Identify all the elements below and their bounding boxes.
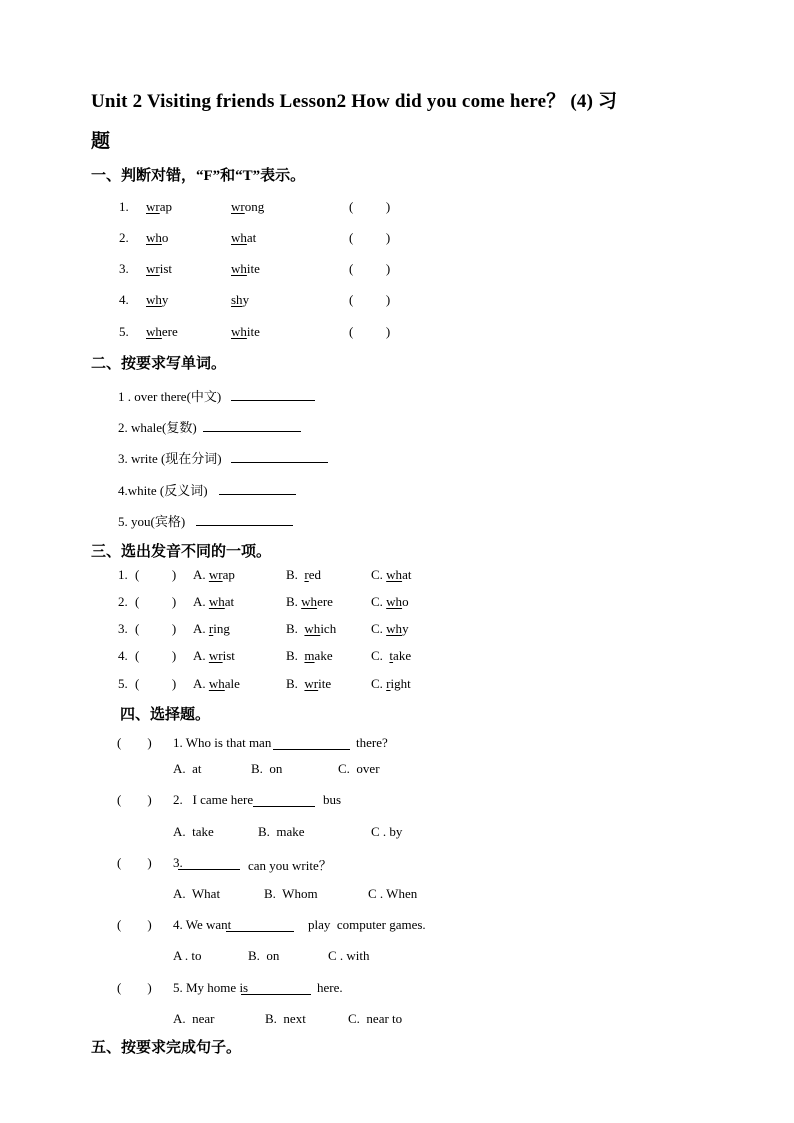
word-two-underlined: wh [231, 230, 247, 245]
option-c [371, 567, 411, 583]
option-a-rest: ing [213, 621, 230, 636]
section5-heading: 五、按要求完成句子。 [91, 1040, 242, 1056]
option-c [371, 676, 411, 692]
option-a-underlined: wr [208, 567, 223, 582]
word-one [146, 261, 172, 277]
question-text-after: can you write？ [248, 858, 332, 873]
option-a-letter: A. [193, 594, 209, 609]
answer-blank[interactable] [178, 858, 240, 870]
option-c-rest: at [402, 567, 412, 582]
option-b-underlined: wr [304, 676, 319, 691]
option-a [193, 676, 240, 692]
item-number: 4. [119, 292, 129, 307]
option-a: A. What [173, 886, 221, 901]
word-one-underlined: wh [146, 292, 162, 307]
answer-blank[interactable] [203, 420, 301, 432]
answer-paren: ( ) [117, 855, 152, 870]
question-text-after: here. [317, 980, 343, 995]
answer-paren: ( ) [135, 621, 177, 636]
option-a: A. at [173, 761, 202, 776]
word-two [231, 292, 249, 308]
question-text: 1. Who is that man [173, 735, 272, 750]
option-b-underlined: wh [304, 621, 321, 636]
word-two-rest: ite [246, 324, 260, 339]
answer-blank[interactable] [253, 795, 315, 807]
option-c [371, 594, 409, 610]
word-one-underlined: wh [146, 230, 162, 245]
word-one-underlined: wr [146, 261, 160, 276]
option-a [193, 594, 234, 610]
item-number: 5. [119, 324, 129, 339]
option-c-underlined: r [386, 676, 391, 691]
option-a-rest: ap [222, 567, 235, 582]
option-c-rest: ight [390, 676, 411, 691]
option-b: B. on [248, 948, 280, 963]
option-a [193, 648, 235, 664]
option-b [286, 648, 333, 664]
word-prompt: 2. whale(复数) [118, 420, 197, 435]
word-one-rest: ist [159, 261, 173, 276]
page-title-continued: 题 [91, 131, 111, 152]
option-b [286, 594, 333, 610]
option-c: C . When [368, 886, 418, 901]
option-b-rest: ich [320, 621, 337, 636]
word-prompt: 5. you(宾格) [118, 514, 186, 529]
section3-heading: 三、选出发音不同的一项。 [91, 544, 272, 560]
option-a-letter: A. [193, 621, 209, 636]
answer-blank[interactable] [226, 920, 294, 932]
word-prompt: 4.white (反义词) [118, 483, 208, 498]
item-number: 4. [118, 648, 128, 663]
question-text-after: there? [356, 735, 388, 750]
option-c-letter: C. [371, 676, 387, 691]
word-one-rest: o [161, 230, 169, 245]
answer-paren: ( ) [349, 292, 391, 307]
answer-blank[interactable] [231, 451, 328, 463]
word-one-underlined: wh [146, 324, 162, 339]
option-a-letter: A. [193, 567, 209, 582]
item-number: 3. [119, 261, 129, 276]
question-text-after: play computer games. [308, 917, 426, 932]
option-b-letter: B. [286, 594, 302, 609]
answer-paren: ( ) [349, 230, 391, 245]
item-number: 2. [119, 230, 129, 245]
item-number: 5. [118, 676, 128, 691]
option-c-underlined: t [389, 648, 394, 663]
option-b [286, 621, 336, 637]
option-c-letter: C. [371, 594, 387, 609]
item-number: 3. [118, 621, 128, 636]
option-c-letter: C. [371, 567, 387, 582]
word-two-underlined: wr [231, 199, 245, 214]
option-a-underlined: wh [208, 594, 225, 609]
option-a [193, 621, 230, 637]
option-b [286, 567, 321, 583]
item-number: 1. [119, 199, 129, 214]
option-c: C . by [371, 824, 403, 839]
word-two-underlined: sh [231, 292, 243, 307]
word-two-rest: ite [246, 261, 260, 276]
option-a-letter: A. [193, 648, 209, 663]
option-b-rest: ite [318, 676, 332, 691]
option-b-underlined: wh [301, 594, 318, 609]
word-one-rest: ap [159, 199, 172, 214]
option-b-letter: B. [286, 648, 305, 663]
word-two [231, 199, 264, 215]
question-text-after: bus [323, 792, 342, 807]
page-title: Unit 2 Visiting friends Lesson2 How did you come here？ (4) 习 [91, 91, 618, 112]
answer-paren: ( ) [117, 792, 152, 807]
option-a [193, 567, 235, 583]
answer-paren: ( ) [349, 324, 391, 339]
word-one [146, 199, 172, 215]
option-c [371, 648, 411, 664]
word-one-underlined: wr [146, 199, 160, 214]
option-a-rest: at [224, 594, 235, 609]
word-prompt: 1 . over there(中文) [118, 389, 222, 404]
section2-heading: 二、按要求写单词。 [91, 356, 227, 372]
word-prompt: 3. write (现在分词) [118, 451, 222, 466]
option-c: C. near to [348, 1011, 403, 1026]
answer-paren: ( ) [135, 648, 177, 663]
option-a-letter: A. [193, 676, 209, 691]
question-text: 4. We want [173, 917, 232, 932]
section4-heading: 四、选择题。 [120, 707, 211, 723]
option-b [286, 676, 331, 692]
option-b: B. Whom [264, 886, 318, 901]
answer-paren: ( ) [117, 980, 152, 995]
item-number: 1. [118, 567, 128, 582]
word-one-rest: y [161, 292, 169, 307]
answer-paren: ( ) [135, 594, 177, 609]
answer-paren: ( ) [349, 199, 391, 214]
option-a-rest: ale [224, 676, 240, 691]
option-c-letter: C. [371, 621, 387, 636]
answer-blank[interactable] [196, 514, 293, 526]
option-b: B. make [258, 824, 305, 839]
option-b: B. next [265, 1011, 306, 1026]
word-one [146, 324, 178, 340]
word-two-underlined: wh [231, 261, 247, 276]
question-text: 3. [173, 855, 183, 870]
option-c-rest: ake [393, 648, 412, 663]
option-a: A. near [173, 1011, 215, 1026]
answer-blank[interactable] [241, 983, 311, 995]
word-one-rest: ere [161, 324, 178, 339]
word-two-rest: at [246, 230, 257, 245]
option-a-underlined: wr [208, 648, 223, 663]
option-b: B. on [251, 761, 283, 776]
word-two-underlined: wh [231, 324, 247, 339]
option-a-underlined: r [208, 621, 214, 636]
word-two [231, 230, 256, 246]
answer-blank[interactable] [219, 483, 296, 495]
answer-blank[interactable] [273, 738, 350, 750]
word-two-rest: ong [244, 199, 265, 214]
option-b-rest: ake [314, 648, 333, 663]
answer-blank[interactable] [231, 389, 315, 401]
question-text: 2. I came here [173, 792, 254, 807]
word-two-rest: y [242, 292, 250, 307]
question-text: 5. My home is [173, 980, 249, 995]
option-c: C . with [328, 948, 370, 963]
option-b-underlined: r [304, 567, 309, 582]
section1-heading: 一、判断对错，“F”和“T”表示。 [91, 168, 306, 184]
option-b-letter: B. [286, 676, 305, 691]
option-b-letter: B. [286, 621, 305, 636]
option-c: C. over [338, 761, 380, 776]
option-b-rest: ed [308, 567, 322, 582]
word-one [146, 292, 168, 308]
option-c-underlined: wh [386, 594, 403, 609]
option-c-rest: o [402, 594, 409, 609]
option-a: A . to [173, 948, 202, 963]
option-b-underlined: m [304, 648, 315, 663]
option-c-underlined: wh [386, 621, 403, 636]
option-a: A. take [173, 824, 214, 839]
option-c-rest: y [402, 621, 409, 636]
option-b-letter: B. [286, 567, 305, 582]
answer-paren: ( ) [135, 676, 177, 691]
word-one [146, 230, 168, 246]
option-c [371, 621, 409, 637]
option-c-underlined: wh [386, 567, 403, 582]
answer-paren: ( ) [117, 917, 152, 932]
option-a-underlined: wh [208, 676, 225, 691]
word-two [231, 324, 260, 340]
answer-paren: ( ) [135, 567, 177, 582]
option-b-rest: ere [317, 594, 333, 609]
item-number: 2. [118, 594, 128, 609]
answer-paren: ( ) [117, 735, 152, 750]
word-two [231, 261, 260, 277]
option-a-rest: ist [222, 648, 235, 663]
option-c-letter: C. [371, 648, 390, 663]
answer-paren: ( ) [349, 261, 391, 276]
